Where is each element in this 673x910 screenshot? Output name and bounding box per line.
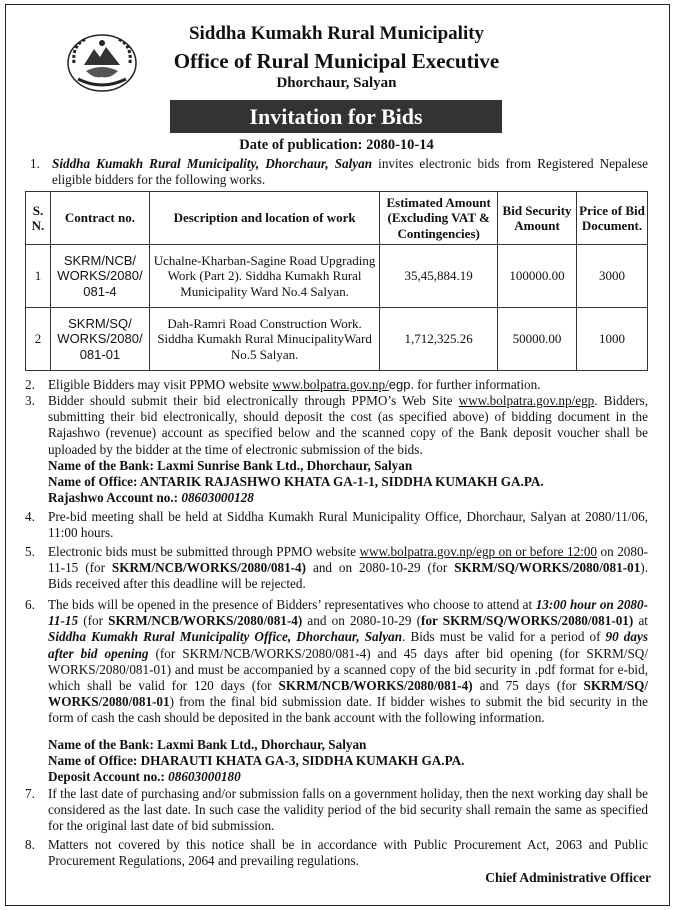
- item-8-number: 8.: [25, 837, 35, 852]
- bids-table: [25, 191, 648, 371]
- item-3-office-value: ANTARIK RAJASHWO KHATA GA-1-1, SIDDHA KUMAKH GA.PA.: [139, 474, 544, 489]
- col-contract-no: Contract no.: [50, 192, 149, 245]
- item-5-ref: SKRM/SQ/WORKS/2080/081-01: [454, 560, 641, 576]
- item-5-part: ). Bids received after this deadline will be rejected.: [48, 560, 648, 592]
- item-3-text: [48, 393, 648, 458]
- item-6-part: (for: [78, 613, 109, 629]
- municipality-name: Siddha Kumakh Rural Municipality: [188, 23, 485, 44]
- item-6-part: (for SKRM/NCB/WORKS/2080/081-4) and 45 days after bid opening (for SKRM/SQ/ WORKS/2080/081-01) and must be accompanied by a scanned copy of the bid security in .pdf format for e-bid, which shall be valid for 120 days (for: [48, 645, 648, 694]
- item-4-text: Pre-bid meeting shall be held at Siddha Kumakh Rural Municipality Office, Dhorchaur, Salyan at 2080/11/06, 11:00 hours.: [48, 509, 648, 541]
- item-3-account-value: 08603000128: [181, 490, 254, 505]
- item-7-text: If the last date of purchasing and/or submission falls on a government holiday, then the next working day shall be considered as the last date. In such case the validity period of the bid security shall remain the same as specified for the original last date of bid submission.: [48, 786, 648, 834]
- col-estimated-amount: Estimated Amount (Excluding VAT & Contingencies): [380, 192, 498, 245]
- item-5-text: [48, 544, 648, 593]
- item-6-number: 6.: [25, 597, 35, 612]
- item-3-account: [48, 490, 648, 506]
- col-price: Price of Bid Document.: [577, 192, 648, 245]
- item-3-account-label: Rajashwo Account no.:: [48, 490, 182, 505]
- item-1-text: [52, 156, 648, 188]
- item-2-number: 2.: [25, 377, 35, 392]
- item-6-account-value: 08603000180: [168, 769, 241, 784]
- item-6-time: 13:00 hour on 2080-11-15: [48, 597, 649, 629]
- item-6-ref: SKRM/SQ/ WORKS/2080/081-01: [48, 678, 648, 710]
- item-3-office-label: Name of Office:: [48, 474, 140, 489]
- item-5-ref: SKRM/NCB/WORKS/2080/081-4): [111, 560, 307, 576]
- item-2-part: Eligible Bidders may visit PPMO website: [48, 377, 273, 392]
- col-sn: S. N.: [26, 192, 51, 245]
- item-1-number: 1.: [30, 156, 40, 171]
- item-6-part: ) from the final bid submission date. If bidder wishes to submit the bid security in the form of cash the cash should be deposited in the bank account with the following information.: [48, 694, 648, 726]
- signature-title: Chief Administrative Officer: [485, 870, 651, 885]
- item-6-ref: SKRM/NCB/WORKS/2080/081-4): [108, 613, 303, 629]
- item-6-days: 90 days after bid opening: [48, 629, 648, 661]
- ppmo-link[interactable]: www.bolpatra.gov.np/: [272, 377, 389, 392]
- cell-price: 3000: [577, 245, 648, 308]
- item-6-part: and 75 days (for: [472, 678, 584, 694]
- publication-date: Date of publication: 2080-10-14: [239, 137, 434, 153]
- cell-contract: SKRM/NCB/ WORKS/2080/ 081-4: [50, 245, 149, 308]
- item-5-number: 5.: [25, 544, 35, 559]
- item-6-ref: for SKRM/SQ/WORKS/2080/081-01): [421, 613, 634, 629]
- item-6-account-label: Deposit Account no.:: [48, 769, 169, 784]
- item-6-part: . Bids must be valid for a period of: [402, 629, 606, 645]
- cell-description: Dah-Ramri Road Construction Work. Siddha Kumakh Rural MinucipalityWard No.5 Salyan.: [149, 308, 379, 371]
- table-row: [26, 245, 648, 308]
- item-6-part: and on 2080-10-29 (: [302, 613, 422, 629]
- table-header-row: [26, 192, 648, 245]
- item-6-bank: Name of the Bank: Laxmi Bank Ltd., Dhorchaur, Salyan: [48, 737, 367, 752]
- item-3-number: 3.: [25, 393, 35, 408]
- item-8-text: Matters not covered by this notice shall be in accordance with Public Procurement Act, 2063 and Public Procurement Regulations, 2064 and prevailing regulations.: [48, 837, 648, 869]
- item-6-place: Siddha Kumakh Rural Municipality Office, Dhorchaur, Salyan: [48, 629, 403, 645]
- cell-estimate: 35,45,884.19: [380, 245, 498, 308]
- item-6-text: [48, 597, 648, 727]
- item-4-number: 4.: [25, 509, 35, 524]
- item-5-part: and on 2080-10-29 (for: [306, 560, 455, 576]
- item-7-number: 7.: [25, 786, 35, 801]
- item-6-office: Name of Office: DHARAUTI KHATA GA-3, SIDDHA KUMAKH GA.PA.: [48, 753, 465, 768]
- cell-price: 1000: [577, 308, 648, 371]
- item-6-ref: SKRM/NCB/WORKS/2080/081-4): [278, 678, 473, 694]
- item-6-part: The bids will be opened in the presence of Bidders’ representatives who choose to attend at: [48, 597, 536, 612]
- table-row: [26, 308, 648, 371]
- item-6-account: [48, 769, 648, 785]
- office-location: Dhorchaur, Salyan: [276, 75, 397, 91]
- cell-sn: 2: [26, 308, 51, 371]
- item-2-text: [48, 377, 648, 393]
- item-3-part: Bidder should submit their bid electronically through PPMO’s Web Site: [48, 393, 459, 408]
- item-6-part: at: [633, 613, 648, 629]
- item-1-body: invites electronic bids from Registered Nepalese eligible bidders for the following works.: [52, 156, 648, 188]
- cell-security: 100000.00: [498, 245, 577, 308]
- cell-estimate: 1,712,325.26: [380, 308, 498, 371]
- cell-security: 50000.00: [498, 308, 577, 371]
- ppmo-egp-link[interactable]: www.bolpatra.gov.np/egp: [458, 393, 595, 408]
- item-3-part: . Bidders, submitting their bid electronically, should deposit the cost (as specified above) of bidding document in the Rajashwo (revenue) account as specified below and the scanned copy of the Bank deposit voucher shall be uploaded by the bidder at the time of electronic submission of the bids.: [48, 393, 648, 457]
- title-banner: Invitation for Bids: [170, 100, 502, 133]
- item-1-lead: Siddha Kumakh Rural Municipality, Dhorchaur, Salyan: [52, 156, 373, 171]
- ppmo-egp-link[interactable]: www.bolpatra.gov.np/egp on or before 12:00: [359, 544, 598, 559]
- cell-contract: SKRM/SQ/ WORKS/2080/ 081-01: [50, 308, 149, 371]
- item-3-office: [48, 474, 648, 490]
- cell-sn: 1: [26, 245, 51, 308]
- col-description: Description and location of work: [149, 192, 379, 245]
- office-name: Office of Rural Municipal Executive: [173, 49, 500, 73]
- item-3-bank: Name of the Bank: Laxmi Sunrise Bank Ltd., Dhorchaur, Salyan: [48, 458, 413, 473]
- cell-description: Uchalne-Kharban-Sagine Road Upgrading Work (Part 2). Siddha Kumakh Rural Municipality Ward No.4 Salyan.: [149, 245, 379, 308]
- col-bid-security: Bid Security Amount: [498, 192, 577, 245]
- item-2-part: . for further information.: [410, 377, 541, 392]
- item-2-egp: egp: [388, 377, 411, 392]
- item-5-part: on 2080-11-15 (for: [48, 544, 648, 576]
- item-5-part: Electronic bids must be submitted through PPMO website: [48, 544, 360, 559]
